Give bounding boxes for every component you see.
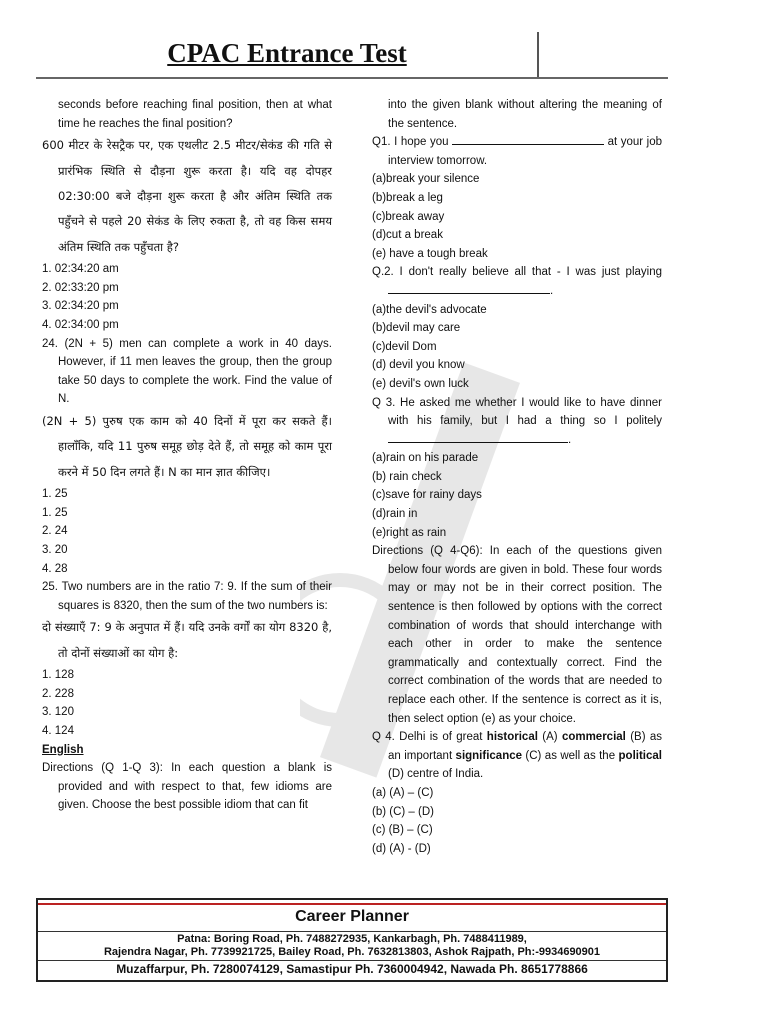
q25-option-2: 2. 228 xyxy=(42,687,74,700)
question-25-english: 25. Two numbers are in the ratio 7: 9. If the sum of their squares is 8320, then the sum of the two numbers is: xyxy=(42,581,332,612)
footer-banner xyxy=(36,898,668,982)
q24-option-1: 1. 25 xyxy=(42,488,68,501)
q3-option-a: (a)rain on his parade xyxy=(372,452,479,465)
q23-option-4: 4. 02:34:00 pm xyxy=(42,319,119,331)
q23-option-1: 1. 02:34:20 am xyxy=(42,263,119,276)
q24-option-2: 2. 24 xyxy=(42,525,68,538)
q1-option-c: (c)break away xyxy=(372,210,445,223)
q2-option-b: (b)devil may care xyxy=(372,322,461,335)
q4-part-2: (A) xyxy=(542,731,558,744)
page-title: CPAC Entrance Test xyxy=(167,38,407,68)
q4-part-3: (B) as an important xyxy=(388,731,663,762)
q3-text: Q 3. He asked me whether I would like to have dinner with his family, but I had a thing so I politely xyxy=(372,396,662,428)
q24-option-1b: 1. 25 xyxy=(42,506,68,519)
q25-option-1: 1. 128 xyxy=(42,669,74,682)
right-column xyxy=(372,96,662,858)
q23-option-2: 2. 02:33:20 pm xyxy=(42,281,119,294)
question-2 xyxy=(372,263,662,300)
footer-brand: Career Planner xyxy=(295,908,409,925)
q1-blank xyxy=(452,134,604,145)
q4-word-b: commercial xyxy=(561,731,626,744)
question-24-english: 24. (2N + 5) men can complete a work in 40 days. However, if 11 men leaves the group, then the group take 50 days to complete the work. Find the value of N. xyxy=(42,337,332,406)
directions-continued: into the given blank without altering the meaning of the sentence. xyxy=(388,99,662,130)
q3-end: . xyxy=(568,433,572,446)
q4-option-b: (b) (C) – (D) xyxy=(372,805,434,818)
q4-part-5: (D) centre of India. xyxy=(388,768,484,781)
question-23-hindi: 600 मीटर के रेसट्रैक पर, एक एथलीट 2.5 मीटर/सेकंड की गति से प्रारंभिक स्थिति से दौड़ना शुरू करता है। यदि वह दोपहर 02:30:00 बजे दौड़ना शुरू करता है और अंतिम स्थिति तक पहुँचने से पहले 20 सेकंड के लिए रुकता है, तो वह किस समय अंतिम स्थिति तक पहुँचता है? xyxy=(42,138,332,254)
footer-line-2: Rajendra Nagar, Ph. 7739921725, Bailey Road, Ph. 7632813803, Ashok Rajpath, Ph:-9934690901 xyxy=(103,946,601,958)
section-heading-english: English xyxy=(42,743,84,756)
title-divider xyxy=(36,77,668,79)
q24-option-4: 4. 28 xyxy=(42,562,68,575)
q3-option-e: (e)right as rain xyxy=(372,526,447,539)
q4-part-4: (C) as well as the xyxy=(525,749,616,762)
directions-q1-q3: Directions (Q 1-Q 3): In each question a blank is provided and with respect to that, few idioms are given. Choose the best possible idiom that can fit xyxy=(42,762,332,812)
q2-option-a: (a)the devil's advocate xyxy=(372,303,487,316)
q23-option-3: 3. 02:34:20 pm xyxy=(42,300,119,313)
q1-option-d: (d)cut a break xyxy=(372,229,443,242)
question-24-hindi: (2N + 5) पुरुष एक काम को 40 दिनों में पूरा कर सकते हैं। हालाँकि, यदि 11 पुरुष समूह छोड़ देते हैं, तो समूह को काम पूरा करने में 50 दिन लगते हैं। N का मान ज्ञात कीजिए। xyxy=(42,413,332,479)
q4-option-a: (a) (A) – (C) xyxy=(372,786,434,799)
q24-option-3: 3. 20 xyxy=(42,543,68,556)
left-column xyxy=(42,96,332,815)
q1-text-start: Q1. I hope you xyxy=(372,136,449,149)
q3-option-d: (d)rain in xyxy=(372,508,418,521)
question-23-continued: seconds before reaching final position, then at what time he reaches the final position? xyxy=(58,99,332,130)
q4-word-c: significance xyxy=(455,749,523,762)
q4-word-d: political xyxy=(618,749,662,762)
footer-line-1: Patna: Boring Road, Ph. 7488272935, Kankarbagh, Ph. 7488411989, xyxy=(177,933,527,945)
q2-option-c: (c)devil Dom xyxy=(372,340,437,353)
q3-option-c: (c)save for rainy days xyxy=(372,489,482,502)
directions-q4-q6: Directions (Q 4-Q6): In each of the questions given below four words are given in bold. These four words may or may not be in their correct position. The sentence is then followed by options with the correct combination of words that should interchange with each other in order to make the sentence grammatically and contextually correct. Find the correct combination of the words that are needed to replace each other. If the sentence is correct as it is, then select option (e) as your choice. xyxy=(372,545,662,725)
q2-option-e: (e) devil's own luck xyxy=(372,377,469,390)
q1-option-a: (a)break your silence xyxy=(372,173,480,186)
q1-text-end: at your job interview tomorrow. xyxy=(388,136,662,167)
q2-end: . xyxy=(550,284,554,297)
question-4 xyxy=(372,728,662,784)
q4-part-1: Q 4. Delhi is of great xyxy=(372,731,483,744)
q4-option-d: (d) (A) - (D) xyxy=(372,842,431,855)
title-vertical-divider xyxy=(537,32,539,77)
q25-option-4: 4. 124 xyxy=(42,724,74,737)
q2-option-d: (d) devil you know xyxy=(372,359,465,372)
q3-option-b: (b) rain check xyxy=(372,470,442,483)
footer-line-3: Muzaffarpur, Ph. 7280074129, Samastipur Ph. 7360004942, Nawada Ph. 8651778866 xyxy=(116,962,588,976)
question-1 xyxy=(372,133,662,170)
q1-option-e: (e) have a tough break xyxy=(372,247,488,260)
q25-option-3: 3. 120 xyxy=(42,706,74,719)
q2-blank xyxy=(388,283,550,294)
q3-blank xyxy=(388,432,568,443)
question-25-hindi: दो संख्याएँ 7: 9 के अनुपात में हैं। यदि उनके वर्गों का योग 8320 है, तो दोनों संख्याओं का योग है: xyxy=(42,620,332,660)
question-3 xyxy=(372,394,662,450)
q4-word-a: historical xyxy=(486,731,538,744)
q2-text: Q.2. I don't really believe all that - I was just playing xyxy=(372,266,662,279)
q1-option-b: (b)break a leg xyxy=(372,191,443,204)
q4-option-c: (c) (B) – (C) xyxy=(372,824,433,837)
footer-address-band xyxy=(38,931,666,961)
footer-accent-rule xyxy=(38,903,666,905)
